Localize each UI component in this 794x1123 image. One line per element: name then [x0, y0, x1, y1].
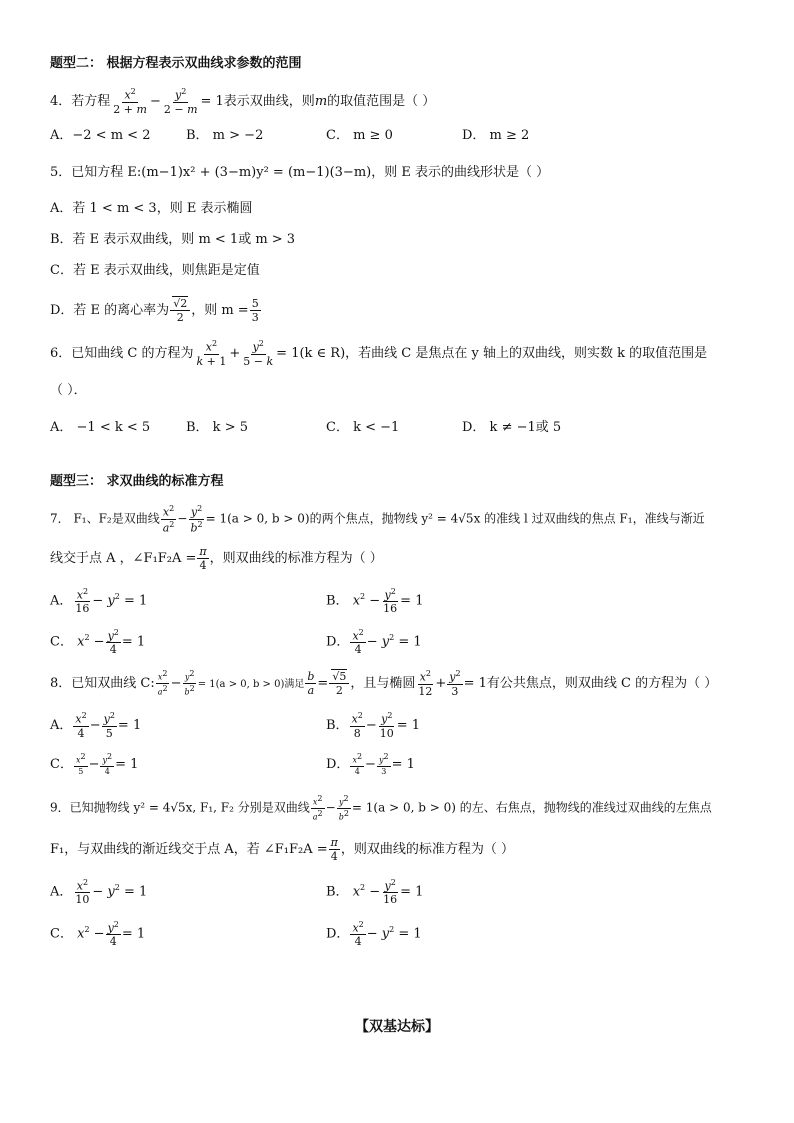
q4-suffix2: 的取值范围是（ ）: [327, 93, 436, 109]
q9-line2: F₁，与双曲线的渐近线交于点 A，若 ∠F₁F₂A = $\frac{\pi}{4}$ ，则双曲线的标准方程为（ ）: [50, 836, 515, 863]
q8-suffix: = 1有公共焦点，则双曲线 C 的方程为（ ）: [463, 675, 718, 691]
q7-line2-suffix: ，则双曲线的标准方程为（ ）: [209, 551, 383, 566]
q4-suffix: 表示双曲线，则: [223, 93, 315, 109]
q5-option-d: D．若 E 的离心率为 $\frac{√2}{2}$ ，则 m = $\frac{5}{3}$: [50, 297, 259, 324]
q9-mid: = 1(a > 0, b > 0) 的左、右焦点，抛物线的准线过双曲线的左焦点: [351, 800, 712, 815]
q7-c-label: C．: [50, 634, 73, 650]
q7-line2-prefix: 线交于点 A ，∠F₁F₂A =: [50, 551, 197, 566]
q6-option-b: B． k > 5: [186, 420, 248, 435]
q7-option-b: B． $x^2$ − $\frac{y^2}{16}$ = 1: [326, 586, 424, 616]
q8-option-c: C． $\frac{x^2}{5}$ − $\frac{y^2}{4}$ = 1: [50, 752, 139, 776]
q7-option-c: C． $x^2$ − $\frac{y^2}{4}$ = 1: [50, 627, 146, 657]
q9-prefix: 9．已知抛物线 y² = 4√5x, F₁, F₂ 分别是双曲线: [50, 800, 310, 815]
q8-mid: = 1(a > 0, b > 0)满足: [197, 678, 305, 690]
q4-prefix: 4．若方程: [50, 93, 111, 109]
q4-option-a: A．−2 < m < 2: [50, 128, 151, 143]
q9-option-a: A． $\frac{x^2}{10}$ − $y^2 = 1$: [50, 877, 148, 907]
q7-b-label: B．: [326, 593, 349, 609]
q5-d-prefix: D．若 E 的离心率为: [50, 303, 170, 318]
section-heading-type3: 题型三： 求双曲线的标准方程: [50, 474, 224, 489]
q7-a-label: A．: [50, 593, 73, 609]
q7-option-d: D． $\frac{x^2}{4}$ − $y^2 = 1$: [326, 627, 422, 657]
q4-option-b: B． m > −2: [186, 128, 264, 143]
q6-option-a: A． −1 < k < 5: [50, 420, 151, 435]
q5-option-a: A．若 1 < m < 3，则 E 表示椭圆: [50, 201, 253, 216]
question-9: 9．已知抛物线 y² = 4√5x, F₁, F₂ 分别是双曲线 $\frac{x^2}{a^2}$ − $\frac{y^2}{b^2}$ = 1(a > 0, b > 0) 的左、右焦点，抛物线的准线过双曲线的左焦点: [50, 794, 712, 822]
q7-mid: = 1(a > 0, b > 0)的两个焦点，抛物线 y² = 4√5x 的准线 l 过双曲线的焦点 F₁，准线与渐近: [205, 511, 705, 526]
q8-mid2: ，且与椭圆: [350, 675, 416, 691]
section-title-basic-practice: 【双基达标】: [355, 1019, 439, 1035]
question-8: 8．已知双曲线 C: $\frac{x^2}{a^2}$ − $\frac{y^2}{b^2}$ = 1(a > 0, b > 0)满足 $\frac{b}{a}$ = $\frac{√5}{2}$ ，且与椭圆 $\frac{x^2}{12}$ + $\frac{y^2}{3}$ = 1有公共焦点，则双曲线 C 的方程为（ ）: [50, 669, 718, 698]
section-heading-type2: 题型二： 根据方程表示双曲线求参数的范围: [50, 56, 302, 71]
q9-line2-prefix: F₁，与双曲线的渐近线交于点 A，若 ∠F₁F₂A =: [50, 842, 328, 857]
q7-line2: 线交于点 A ，∠F₁F₂A = $\frac{\pi}{4}$ ，则双曲线的标准方程为（ ）: [50, 545, 383, 572]
q8-option-d: D． $\frac{x^2}{4}$ − $\frac{y^2}{3}$ = 1: [326, 752, 415, 776]
q7-d-label: D．: [326, 634, 350, 650]
q5-option-b: B．若 E 表示双曲线，则 m < 1或 m > 3: [50, 232, 296, 247]
q6-suffix: = 1(k ∈ R)，若曲线 C 是焦点在 y 轴上的双曲线，则实数 k 的取值范围是: [276, 345, 708, 361]
q9-option-d: D． $\frac{x^2}{4}$ − $y^2 = 1$: [326, 919, 422, 949]
q8-prefix: 8．已知双曲线 C:: [50, 675, 155, 691]
q6-option-d: D． k ≠ −1或 5: [462, 420, 562, 435]
question-4: 4．若方程 $\frac{x^2}{2 + m}$ − $\frac{y^2}{2 - m}$ = 1表示双曲线，则m的取值范围是（ ）: [50, 87, 436, 116]
q6-prefix: 6．已知曲线 C 的方程为: [50, 345, 194, 361]
q7-prefix: 7． F₁、F₂是双曲线: [50, 511, 160, 526]
q8-option-a: A． $\frac{x^2}{4}$ − $\frac{y^2}{5}$ = 1: [50, 711, 142, 740]
q9-line2-suffix: ，则双曲线的标准方程为（ ）: [340, 842, 515, 857]
q9-option-c: C． $x^2$ − $\frac{y^2}{4}$ = 1: [50, 919, 146, 949]
q5-option-c: C．若 E 表示双曲线，则焦距是定值: [50, 263, 260, 278]
q8-option-b: B． $\frac{x^2}{8}$ − $\frac{y^2}{10}$ = 1: [326, 711, 421, 740]
q9-option-b: B． $x^2$ − $\frac{y^2}{16}$ = 1: [326, 877, 424, 907]
q7-option-a: A． $\frac{x^2}{16}$ − $y^2 = 1$: [50, 586, 148, 616]
q5-d-mid: ，则 m =: [191, 303, 249, 318]
q4-option-c: C． m ≥ 0: [326, 128, 393, 143]
q6-paren: （ ）．: [50, 383, 87, 398]
q4-option-d: D． m ≥ 2: [462, 128, 530, 143]
question-5: 5．已知方程 E:(m−1)x² + (3−m)y² = (m−1)(3−m)，则 E 表示的曲线形状是（ ）: [50, 165, 550, 180]
question-6: 6．已知曲线 C 的方程为 $\frac{x^2}{k + 1}$ + $\frac{y^2}{5 - k}$ = 1(k ∈ R)，若曲线 C 是焦点在 y 轴上的双曲线，则实数 k 的取值范围是: [50, 339, 708, 368]
question-7: 7． F₁、F₂是双曲线 $\frac{x^2}{a^2}$ − $\frac{y^2}{b^2}$ = 1(a > 0, b > 0)的两个焦点，抛物线 y² = 4√5x 的准线 l 过双曲线的焦点 F₁，准线与渐近: [50, 504, 705, 535]
q6-option-c: C． k < −1: [326, 420, 400, 435]
